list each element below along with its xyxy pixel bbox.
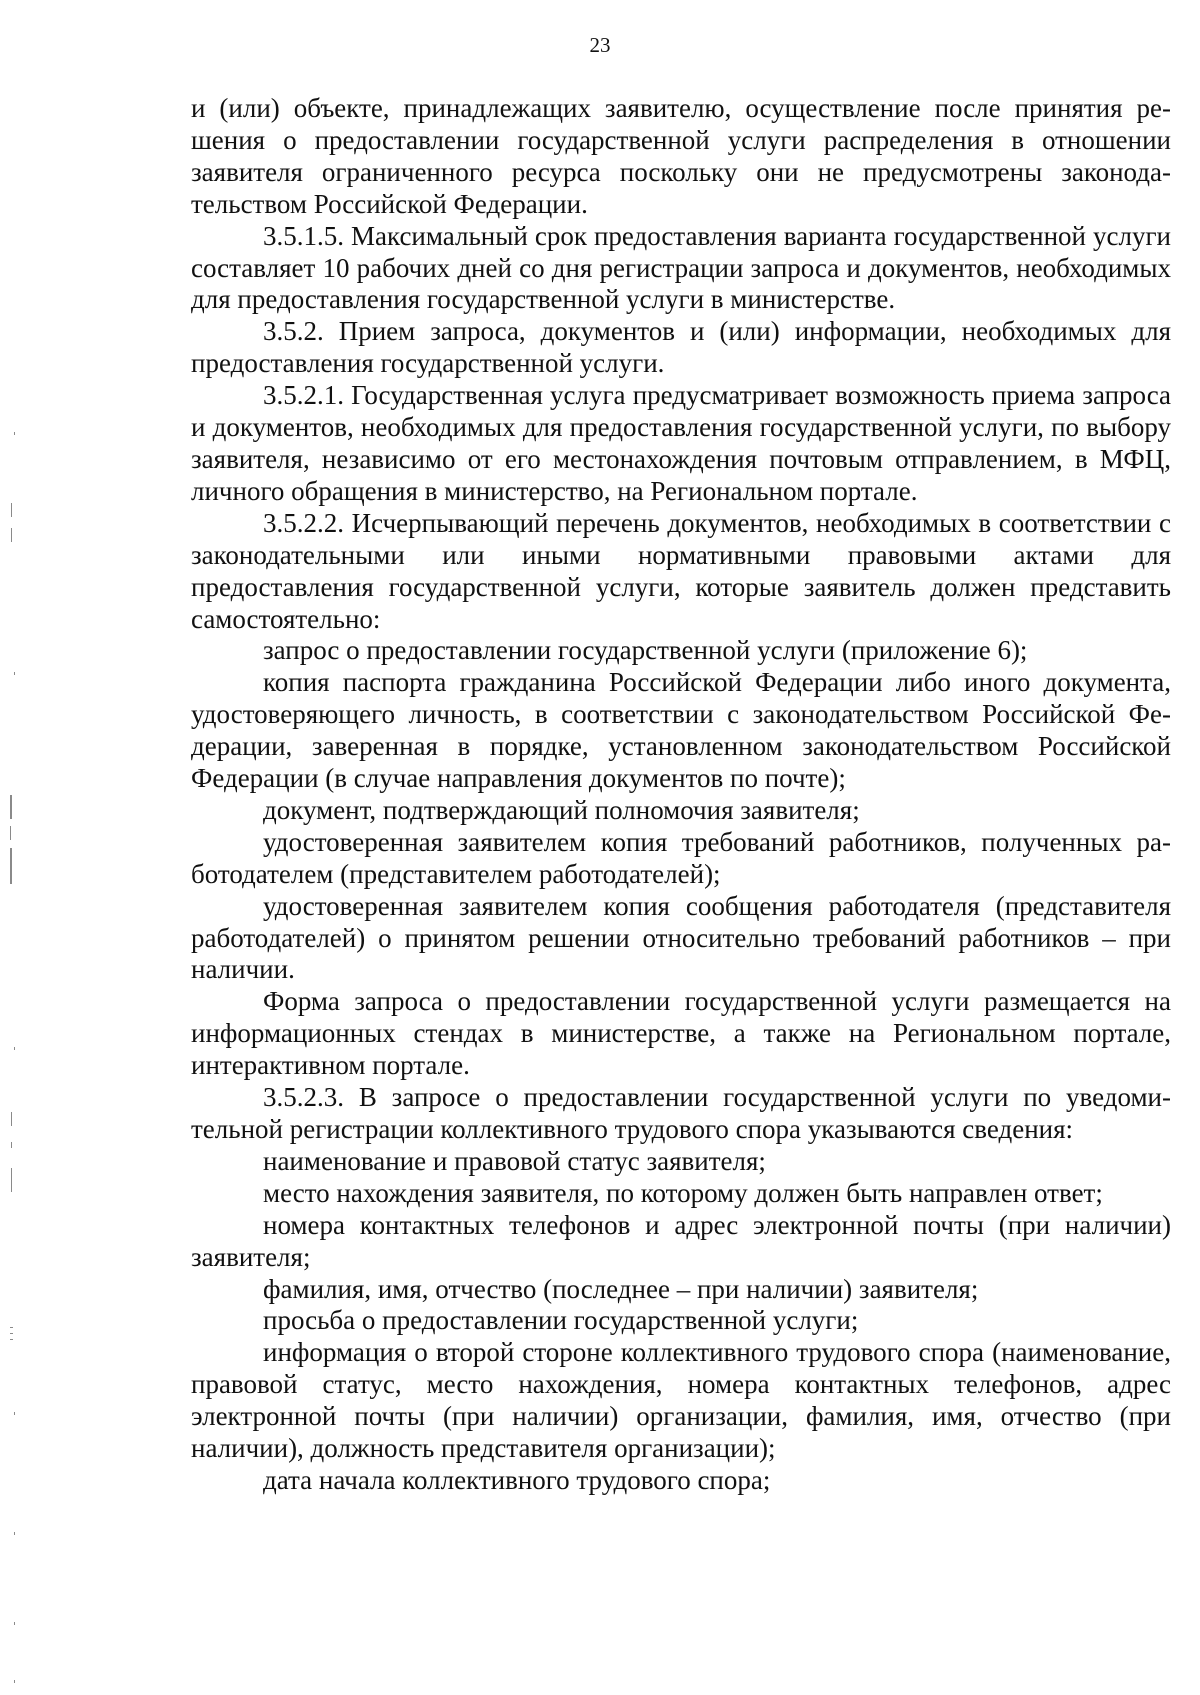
list-item-authority-document: документ, подтверждающий полномочия заявителя; (263, 794, 860, 825)
paragraph-3-5-2-3: 3.5.2.3. В запросе о предоставлении государственной услуги по уведомительной регистрации коллективного трудового спора указываются сведения: (191, 1082, 1171, 1144)
scan-mark (14, 1622, 15, 1625)
scan-margin-marks (0, 0, 40, 1695)
scan-mark (14, 1412, 15, 1415)
scan-mark (11, 1142, 12, 1148)
list-item-request: запрос о предоставлении государственной услуги (приложение 6); (263, 635, 1028, 666)
paragraph-continuation: и (или) объекте, принадлежащих заявителю, осуществление после принятия решения о предоставлении государственной услуги распределения в отношении заявителя ограниченного ресурса поскольку они не предусмотрены законодательством Российской Федерации. (191, 93, 1171, 219)
page-number: 23 (589, 33, 611, 57)
list-item-second-party: информация о второй стороне коллективного трудового спора (наименование, правовой статус, место нахождения, номера контактных телефонов, адрес электронной почты (при наличии) организации, фамилия, имя, отчество (при наличии), должность представителя организации); (191, 1337, 1171, 1464)
list-item-contacts: номера контактных телефонов и адрес электронной почты (при наличии) заявителя; (191, 1209, 1171, 1272)
scan-mark (14, 432, 15, 435)
scan-mark (11, 528, 12, 542)
paragraph-3-5-2-1: 3.5.2.1. Государственная услуга предусматривает возможность приема запроса и документов, необходимых для предоставления государственной услуги, по выбору заявителя, независимо от его местонахождения почтовым отправлением, в МФЦ, личного обращения в министерство, на Региональном портале. (191, 380, 1171, 506)
list-item-passport-copy: копия паспорта гражданина Российской Федерации либо иного документа, удостоверяющего личность, в соответствии с законодательством Российской Федерации, заверенная в порядке, установленном законодательством Российской Федерации (в случае направления документов по почте); (191, 667, 1171, 794)
scan-mark (14, 672, 15, 675)
scan-mark (10, 1333, 13, 1334)
paragraph-3-5-1-5: 3.5.1.5. Максимальный срок предоставления варианта государственной услуги составляет 10 рабочих дней со дня регистрации запроса и документов, необходимых для предоставления государственной услуги в министерстве. (191, 220, 1171, 315)
list-item-employer-message: удостоверенная заявителем копия сообщения работодателя (представителя работодателей) о принятом решении относительно требований работников – при наличии. (191, 890, 1171, 985)
scan-mark (10, 1327, 13, 1328)
list-item-full-name: фамилия, имя, отчество (последнее – при наличии) заявителя; (263, 1273, 979, 1304)
paragraph-3-5-2: 3.5.2. Прием запроса, документов и (или) информации, необходимых для предоставления государственной услуги. (191, 316, 1171, 379)
scan-mark (10, 826, 11, 840)
scan-mark (11, 1168, 12, 1192)
scan-mark (10, 795, 12, 819)
document-body (191, 93, 1171, 1497)
scan-mark (14, 1532, 15, 1535)
scan-mark (10, 1339, 13, 1340)
list-item-location: место нахождения заявителя, по которому должен быть направлен ответ; (263, 1177, 1103, 1208)
paragraph-3-5-2-2: 3.5.2.2. Исчерпывающий перечень документов, необходимых в соответствии с законодательными или иными нормативными правовыми актами для предоставления государственной услуги, которые заявитель должен представить самостоятельно: (191, 507, 1171, 634)
scan-mark (10, 848, 12, 884)
paragraph-request-form: Форма запроса о предоставлении государственной услуги размещается на информационных стендах в министерстве, а также на Региональном портале, интерактивном портале. (191, 986, 1171, 1081)
list-item-employee-demands: удостоверенная заявителем копия требований работников, полученных работодателем (представителем работодателей); (191, 826, 1171, 889)
scan-mark (11, 503, 12, 517)
list-item-service-request: просьба о предоставлении государственной услуги; (263, 1305, 859, 1336)
scan-mark (14, 1047, 15, 1050)
scan-mark (11, 1112, 12, 1126)
scan-mark (14, 1680, 15, 1683)
list-item-dispute-start-date: дата начала коллективного трудового спора; (263, 1464, 771, 1495)
list-item-name-status: наименование и правовой статус заявителя; (263, 1145, 766, 1176)
